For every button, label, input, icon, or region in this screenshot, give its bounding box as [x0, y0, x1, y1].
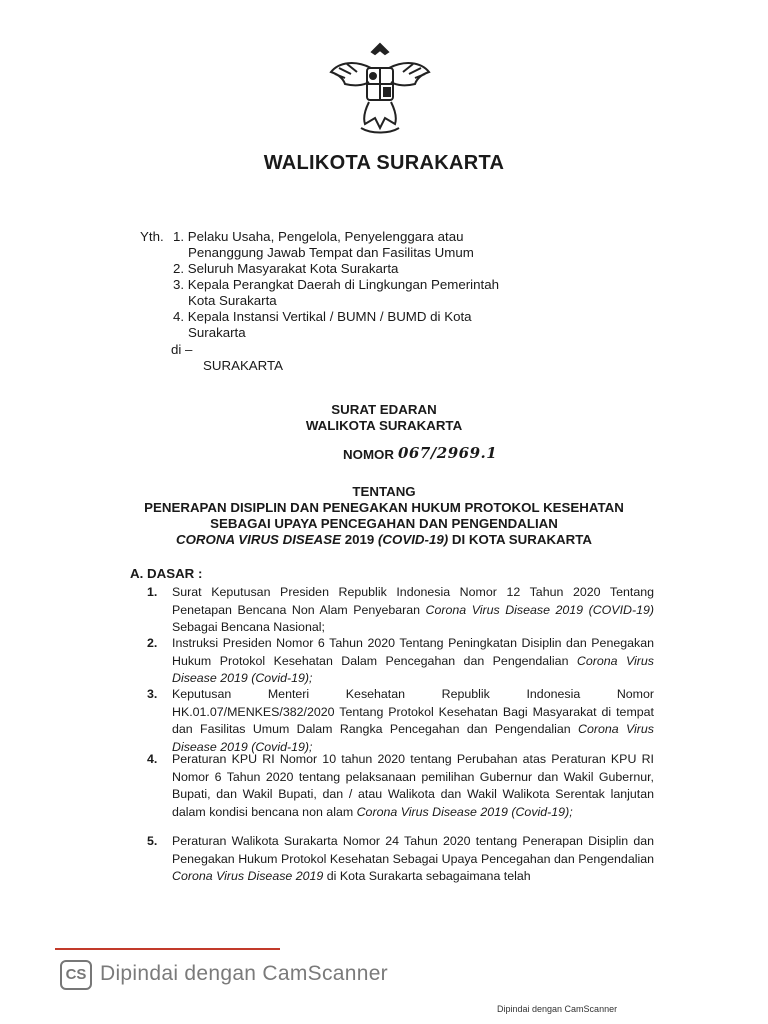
item-text-italic: Corona Virus Disease 2019 (Covid-19);	[172, 653, 654, 685]
item-text-italic: Corona Virus Disease 2019 (Covid-19);	[356, 804, 573, 819]
subject-line-3	[0, 532, 768, 547]
item-text-italic: Corona Virus Disease 2019 (Covid-19);	[172, 722, 654, 754]
subject-code: (COVID-19)	[378, 532, 449, 547]
item-text-c: Sebagai Bencana Nasional;	[172, 620, 325, 634]
recipient-line: 1. Pelaku Usaha, Pengelola, Penyelenggara atau	[173, 229, 464, 244]
recipient-line: 4. Kepala Instansi Vertikal / BUMN / BUMD di Kota	[173, 309, 472, 324]
item-number: 1.	[147, 585, 158, 599]
circular-label: SURAT EDARAN	[331, 402, 437, 417]
item-text-c: di Kota Surakarta sebagaimana telah	[323, 869, 531, 883]
item-text	[172, 686, 654, 756]
item-text	[172, 584, 654, 637]
subject-line-1: PENERAPAN DISIPLIN DAN PENEGAKAN HUKUM PROTOKOL KESEHATAN	[144, 500, 624, 515]
footer-note: Dipindai dengan CamScanner	[497, 1004, 618, 1014]
di-label: di –	[171, 342, 193, 357]
item-text-a: Peraturan KPU RI Nomor 10 tahun 2020 tentang Perubahan atas Peraturan KPU RI Nomor 6 Tahun 2020 tentang pelaksanaan pemilihan Gubernur dan Wakil Gubernur, Bupati, dan Wakil Bupati, dan / atau Walikota dan Wakil Walikota Serentak lanjutan dalam kondisi bencana non alam	[172, 752, 654, 819]
subject-line-2: SEBAGAI UPAYA PENCEGAHAN DAN PENGENDALIAN	[210, 516, 558, 531]
item-text	[172, 635, 654, 688]
item-number: 5.	[147, 834, 158, 848]
item-text-a: Keputusan Menteri Kesehatan Republik Indonesia Nomor HK.01.07/MENKES/382/2020 Tentang Protokol Kesehatan Bagi Masyarakat di tempat dan Fasilitas Umum Dalam Rangka Pencegahan dan Pengendalian	[172, 687, 654, 736]
item-number: 2.	[147, 636, 158, 650]
item-text-italic: Corona Virus Disease 2019 (COVID-19)	[425, 602, 654, 617]
recipient-line: Kota Surakarta	[188, 293, 277, 308]
scan-edge-line	[55, 948, 280, 950]
subject-location: DI KOTA SURAKARTA	[451, 532, 592, 547]
subject-year: 2019	[344, 532, 375, 547]
recipients-prefix: Yth.	[140, 229, 164, 244]
recipient-line: Surakarta	[188, 325, 246, 340]
item-text	[172, 833, 654, 886]
recipient-line: 3. Kepala Perangkat Daerah di Lingkungan Pemerintah	[173, 277, 499, 292]
camscanner-watermark: Dipindai dengan CamScanner	[100, 962, 388, 985]
recipient-city: SURAKARTA	[203, 358, 284, 373]
camscanner-logo-icon: CS	[60, 960, 92, 990]
tentang-label: TENTANG	[352, 484, 416, 499]
item-text	[172, 751, 654, 821]
item-text-a: Instruksi Presiden Nomor 6 Tahun 2020 Tentang Peningkatan Disiplin dan Penegakan Hukum Protokol Kesehatan Dalam Pencegahan dan Pengendalian	[172, 636, 654, 668]
item-number: 3.	[147, 687, 158, 701]
nomor-value: 067/2969.1	[398, 444, 498, 462]
page-title: WALIKOTA SURAKARTA	[263, 152, 505, 174]
subject-disease-name: CORONA VIRUS DISEASE	[175, 532, 341, 547]
section-heading-dasar: A. DASAR :	[130, 566, 203, 581]
circular-issuer: WALIKOTA SURAKARTA	[305, 418, 463, 433]
item-number: 4.	[147, 752, 158, 766]
item-text-a: Peraturan Walikota Surakarta Nomor 24 Tahun 2020 tentang Penerapan Disiplin dan Penegakan Hukum Protokol Kesehatan Sebagai Upaya Pencegahan dan Pengendalian	[172, 834, 654, 866]
garuda-emblem-icon	[325, 38, 435, 138]
nomor-label: NOMOR	[343, 447, 394, 462]
recipient-line: 2. Seluruh Masyarakat Kota Surakarta	[173, 261, 399, 276]
item-text-italic: Corona Virus Disease 2019	[172, 869, 324, 883]
recipient-line: Penanggung Jawab Tempat dan Fasilitas Umum	[188, 245, 474, 260]
item-text-a: Surat Keputusan Presiden Republik Indonesia Nomor 12 Tahun 2020 Tentang Penetapan Bencana Non Alam Penyebaran	[172, 585, 654, 617]
